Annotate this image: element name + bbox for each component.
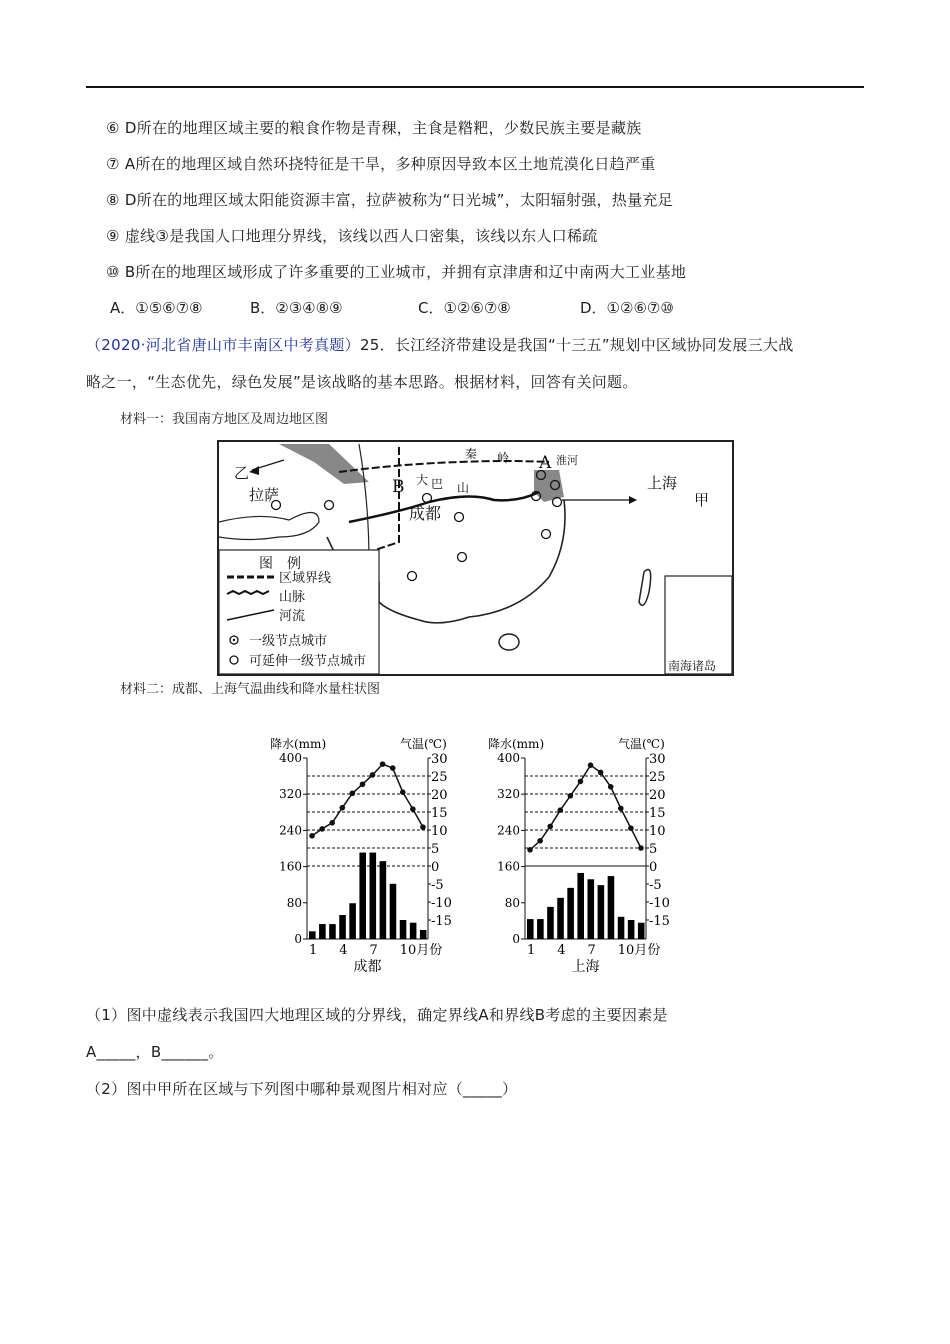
left-tick-label: 80 xyxy=(504,895,520,910)
label-huaihe: 淮河 xyxy=(556,454,578,467)
temp-point-month-11 xyxy=(628,825,634,831)
label-b: B xyxy=(392,477,405,497)
precip-bar-month-4 xyxy=(339,915,346,939)
precip-bar-month-12 xyxy=(638,923,645,939)
left-tick-label: 320 xyxy=(279,787,302,802)
precip-bar-month-1 xyxy=(309,931,316,939)
right-tick-label: 5 xyxy=(431,842,440,857)
x-tick-label: 1 xyxy=(309,943,318,958)
question-25-line2: 略之一，“生态优先，绿色发展”是该战略的基本思路。根据材料，回答有关问题。 xyxy=(86,373,638,391)
x-tick-label: 4 xyxy=(557,943,566,958)
precip-bar-month-1 xyxy=(527,919,534,939)
yangtze-river xyxy=(349,492,539,522)
statement-8: ⑧ D所在的地理区域太阳能资源丰富，拉萨被称为“日光城”，太阳辐射强，热量充足 xyxy=(106,191,674,209)
map-drawing xyxy=(219,442,732,674)
header-rule xyxy=(86,86,864,88)
x-tick-label: 4 xyxy=(339,943,348,958)
right-tick-label: 25 xyxy=(431,770,448,785)
precip-bar-month-10 xyxy=(618,917,625,939)
temperature-line xyxy=(530,765,641,850)
right-axis-label: 气温(℃) xyxy=(618,737,665,751)
precip-bar-month-3 xyxy=(547,907,554,939)
option-d: D．①②⑥⑦⑩ xyxy=(580,299,674,317)
legend-river-label: 河流 xyxy=(279,609,306,624)
temp-point-month-5 xyxy=(350,790,356,796)
legend-title: 图 例 xyxy=(259,556,301,572)
legend-mountain-label: 山脉 xyxy=(279,590,306,605)
mountain-shading xyxy=(279,444,369,484)
label-ba: 巴 xyxy=(431,477,444,491)
temp-point-month-10 xyxy=(618,806,624,812)
label-da: 大 xyxy=(416,473,429,487)
left-tick-label: 160 xyxy=(497,859,520,874)
label-a: A xyxy=(539,453,552,473)
temp-point-month-8 xyxy=(598,770,604,776)
x-tick-label: 10月份 xyxy=(617,943,661,958)
boundary-a xyxy=(339,461,549,472)
right-tick-label: -5 xyxy=(431,878,444,893)
hainan-island xyxy=(499,634,519,650)
precip-bar-month-8 xyxy=(598,885,605,939)
temp-point-month-4 xyxy=(557,807,563,813)
temp-point-month-5 xyxy=(568,793,574,799)
statement-7: ⑦ A所在的地理区域自然环挠特征是干旱，多种原因导致本区土地荒漠化日趋严重 xyxy=(106,155,656,173)
temp-point-month-10 xyxy=(400,789,406,795)
left-tick-label: 80 xyxy=(286,895,302,910)
left-tick-label: 320 xyxy=(497,787,520,802)
south-china-map xyxy=(217,440,734,676)
question-25-line1 xyxy=(86,334,794,355)
precip-bar-month-6 xyxy=(577,873,584,939)
precip-bar-month-9 xyxy=(390,884,397,939)
left-tick-label: 160 xyxy=(279,859,302,874)
temp-point-month-3 xyxy=(329,820,335,826)
right-tick-label: 10 xyxy=(649,824,666,839)
temp-point-month-11 xyxy=(410,806,416,812)
left-axis-label: 降水(mm) xyxy=(488,737,545,751)
precip-bar-month-7 xyxy=(588,879,595,939)
left-axis-label: 降水(mm) xyxy=(270,737,327,751)
right-tick-label: -15 xyxy=(431,914,452,929)
left-tick-label: 240 xyxy=(279,823,302,838)
right-tick-label: 0 xyxy=(649,860,658,875)
right-tick-label: -15 xyxy=(649,914,670,929)
material-1-caption: 材料一：我国南方地区及周边地区图 xyxy=(120,412,329,427)
question-1-line1: （1）图中虚线表示我国四大地理区域的分界线，确定界线A和界线B考虑的主要因素是 xyxy=(86,1006,668,1024)
x-tick-label: 10月份 xyxy=(399,943,443,958)
x-tick-label: 1 xyxy=(527,943,536,958)
left-tick-label: 0 xyxy=(512,932,520,946)
precip-bar-month-6 xyxy=(359,853,366,939)
chart-title: 成都 xyxy=(353,959,382,975)
right-tick-label: 15 xyxy=(649,806,666,821)
precip-bar-month-11 xyxy=(410,923,417,939)
precip-bar-month-2 xyxy=(319,924,326,939)
label-shanghai: 上海 xyxy=(647,474,678,492)
right-tick-label: -10 xyxy=(649,896,670,911)
taiwan-island xyxy=(639,570,651,606)
right-tick-label: 20 xyxy=(431,788,448,803)
label-jia: 甲 xyxy=(694,491,710,509)
temp-point-month-3 xyxy=(547,824,553,830)
precip-bar-month-8 xyxy=(380,861,387,939)
boundary-b xyxy=(369,447,399,552)
chengdu-climate-chart xyxy=(268,735,468,980)
river-yarlung xyxy=(219,512,319,539)
left-tick-label: 240 xyxy=(497,823,520,838)
legend-node1-label: 一级节点城市 xyxy=(249,634,328,649)
temp-point-month-12 xyxy=(638,845,644,851)
temp-point-month-12 xyxy=(420,824,426,830)
question-source: （2020·河北省唐山市丰南区中考真题） xyxy=(86,336,360,354)
right-tick-label: 15 xyxy=(431,806,448,821)
right-tick-label: 25 xyxy=(649,770,666,785)
option-c: C．①②⑥⑦⑧ xyxy=(418,299,511,317)
label-ling: 岭 xyxy=(497,451,510,465)
left-tick-label: 400 xyxy=(279,751,302,765)
right-tick-label: 30 xyxy=(431,752,448,767)
x-tick-label: 7 xyxy=(369,943,378,958)
precip-bar-month-11 xyxy=(628,920,635,939)
temp-point-month-6 xyxy=(360,781,366,787)
temp-point-month-1 xyxy=(527,847,533,853)
precip-bar-month-9 xyxy=(608,876,615,939)
temp-point-month-1 xyxy=(309,833,315,839)
left-tick-label: 0 xyxy=(294,932,302,946)
right-tick-label: -10 xyxy=(431,896,452,911)
precip-bar-month-7 xyxy=(370,853,377,939)
precip-bar-month-12 xyxy=(420,930,427,939)
x-tick-label: 7 xyxy=(587,943,596,958)
left-tick-label: 400 xyxy=(497,751,520,765)
shanghai-climate-chart xyxy=(486,735,686,980)
precip-bar-month-2 xyxy=(537,919,544,939)
legend-boundary-label: 区域界线 xyxy=(279,571,332,586)
right-axis-label: 气温(℃) xyxy=(400,737,447,751)
temp-point-month-2 xyxy=(319,826,325,832)
statement-10: ⑩ B所在的地理区域形成了许多重要的工业城市，并拥有京津唐和辽中南两大工业基地 xyxy=(106,263,687,281)
material-2-caption: 材料二：成都、上海气温曲线和降水量柱状图 xyxy=(120,682,381,697)
precip-bar-month-4 xyxy=(557,898,564,939)
right-tick-label: 10 xyxy=(431,824,448,839)
label-yi: 乙 xyxy=(234,464,250,482)
question-1-line2: A_____，B______。 xyxy=(86,1043,224,1061)
right-tick-label: 30 xyxy=(649,752,666,767)
label-qin: 秦 xyxy=(465,447,478,461)
temp-point-month-6 xyxy=(578,779,584,785)
temp-point-month-4 xyxy=(339,805,345,811)
precip-bar-month-3 xyxy=(329,924,336,939)
statement-9: ⑨ 虚线③是我国人口地理分界线，该线以西人口密集，该线以东人口稀疏 xyxy=(106,227,598,245)
temp-point-month-9 xyxy=(608,784,614,790)
temp-point-month-2 xyxy=(537,838,543,844)
precip-bar-month-5 xyxy=(567,888,574,939)
right-tick-label: 0 xyxy=(431,860,440,875)
legend-node2-label: 可延伸一级节点城市 xyxy=(249,654,367,669)
label-south-sea-islands: 南海诸岛 xyxy=(668,659,717,673)
question-2: （2）图中甲所在区域与下列图中哪种景观图片相对应（_____） xyxy=(86,1080,518,1098)
right-tick-label: 5 xyxy=(649,842,658,857)
temp-point-month-8 xyxy=(380,761,386,767)
option-b: B．②③④⑧⑨ xyxy=(250,299,343,317)
right-tick-label: -5 xyxy=(649,878,662,893)
temp-point-month-9 xyxy=(390,765,396,771)
temp-point-month-7 xyxy=(588,762,594,768)
label-lhasa: 拉萨 xyxy=(249,486,280,504)
right-tick-label: 20 xyxy=(649,788,666,803)
temperature-line xyxy=(312,764,423,836)
label-chengdu: 成都 xyxy=(409,504,442,523)
temp-point-month-7 xyxy=(370,772,376,778)
question-25-text: 25．长江经济带建设是我国“十三五”规划中区域协同发展三大战 xyxy=(359,336,794,354)
label-shan: 山 xyxy=(457,481,470,495)
statement-6: ⑥ D所在的地理区域主要的粮食作物是青稞，主食是糌粑，少数民族主要是藏族 xyxy=(106,119,642,137)
precip-bar-month-5 xyxy=(349,903,356,939)
precip-bar-month-10 xyxy=(400,920,407,939)
chart-title: 上海 xyxy=(571,959,600,975)
option-a: A．①⑤⑥⑦⑧ xyxy=(110,299,203,317)
